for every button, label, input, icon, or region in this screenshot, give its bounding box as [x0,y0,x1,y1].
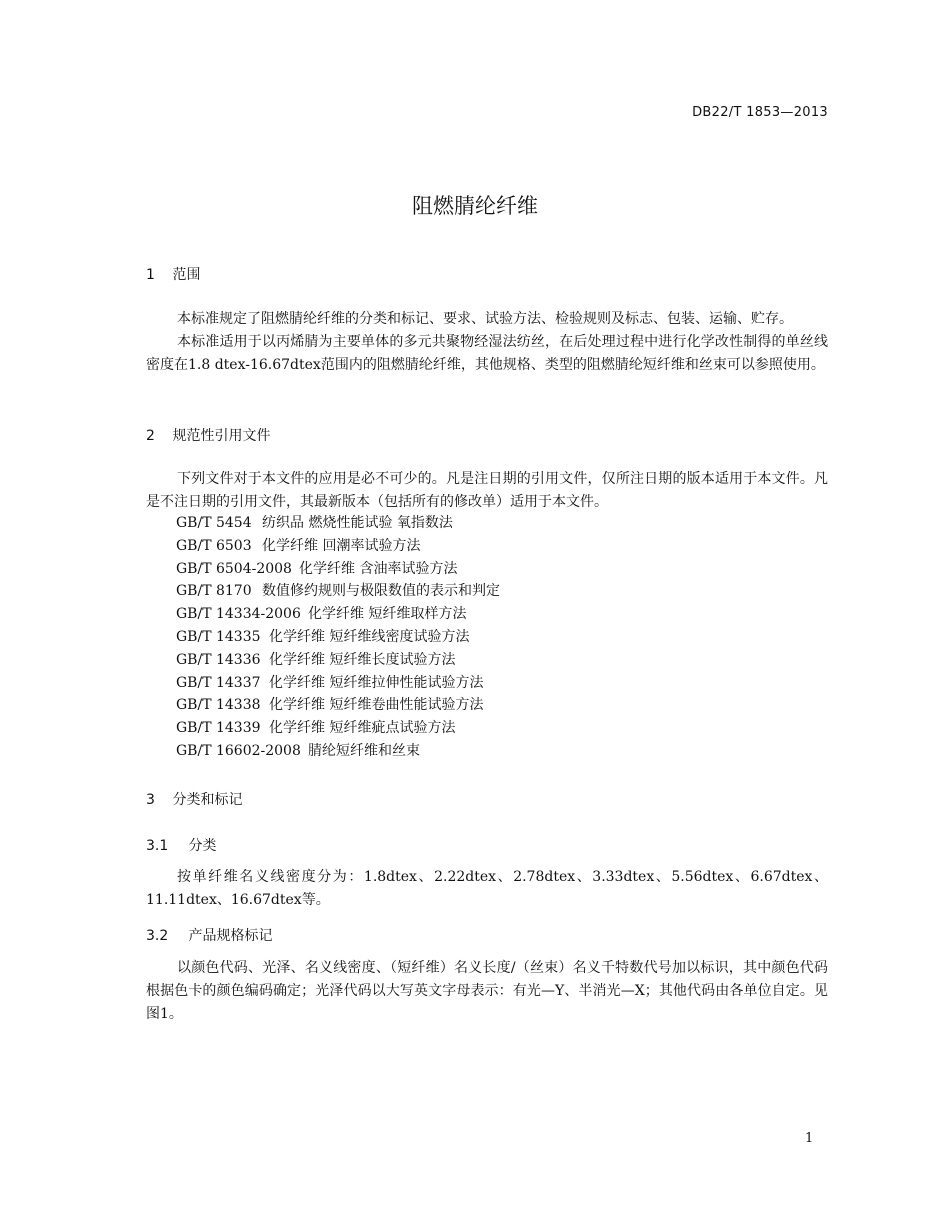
section-title: 规范性引用文件 [172,428,271,444]
subsection-heading-product-marking [146,925,272,945]
reference-code: GB/T 14337 [176,674,261,691]
subsection-title: 产品规格标记 [188,928,273,944]
reference-name: 化学纤维 短纤维拉伸性能试验方法 [269,674,484,691]
reference-item [176,626,500,649]
reference-code: GB/T 14339 [176,720,261,737]
reference-name: 化学纤维 短纤维疵点试验方法 [269,720,456,737]
section-number: 3 [146,792,155,808]
reference-name: 化学纤维 含油率试验方法 [299,560,458,577]
subsection-number: 3.2 [146,928,169,944]
reference-item [176,558,500,581]
reference-name: 化学纤维 短纤维取样方法 [308,606,467,623]
reference-code: GB/T 14335 [176,628,261,645]
reference-name: 纺织品 燃烧性能试验 氧指数法 [262,515,453,531]
reference-code: GB/T 14336 [176,651,261,668]
reference-item [176,580,500,603]
reference-name: 化学纤维 短纤维线密度试验方法 [269,628,470,645]
document-title: 阻燃腈纶纤维 [412,194,538,218]
section-heading-classification [146,789,242,809]
reference-name: 化学纤维 回潮率试验方法 [262,537,421,554]
section-title: 范围 [172,267,201,283]
reference-item [176,694,500,717]
section-title: 分类和标记 [172,792,243,808]
reference-name: 化学纤维 短纤维长度试验方法 [269,651,456,668]
reference-item [176,649,500,672]
reference-code: GB/T 14338 [176,697,261,714]
scope-paragraph-2: 本标准适用于以丙烯腈为主要单体的多元共聚物经湿法纺丝，在后处理过程中进行化学改性制得的单丝线密度在1.8 dtex-16.67dtex范围内的阻燃腈纶纤维，其他规格、类型的阻燃腈纶短纤维和丝束可以参照使用。 [146,334,828,373]
reference-item [176,535,500,558]
reference-item [176,717,500,740]
page-number: 1 [805,1131,814,1146]
reference-code: GB/T 14334-2006 [176,606,301,623]
section-heading-scope [146,264,200,284]
reference-code: GB/T 6504-2008 [176,560,292,577]
reference-list [176,512,500,763]
section-number: 1 [146,267,155,283]
section-number: 2 [146,428,155,444]
reference-code: GB/T 6503 [176,537,252,554]
normative-refs-intro: 下列文件对于本文件的应用是必不可少的。凡是注日期的引用文件，仅所注日期的版本适用于本文件。凡是不注日期的引用文件，其最新版本（包括所有的修改单）适用于本文件。 [146,471,828,510]
reference-name: 化学纤维 短纤维卷曲性能试验方法 [269,697,484,714]
subsection-title: 分类 [188,838,217,854]
subsection-number: 3.1 [146,838,169,854]
scope-paragraph-1: 本标准规定了阻燃腈纶纤维的分类和标记、要求、试验方法、检验规则及标志、包装、运输、贮存。 [177,311,793,327]
section-heading-normative-refs [146,425,270,445]
reference-item [176,603,500,626]
reference-item [176,740,500,763]
reference-item [176,512,500,535]
reference-name: 数值修约规则与极限数值的表示和判定 [262,583,500,600]
reference-code: GB/T 8170 [176,583,252,600]
classification-paragraph: 按单纤维名义线密度分为：1.8dtex、2.22dtex、2.78dtex、3.33dtex、5.56dtex、6.67dtex、11.11dtex、16.67dtex等。 [146,869,828,908]
reference-code: GB/T 16602-2008 [176,742,301,759]
subsection-heading-classification [146,835,216,855]
reference-item [176,672,500,695]
standard-code: DB22/T 1853—2013 [692,105,828,120]
product-marking-paragraph: 以颜色代码、光泽、名义线密度、（短纤维）名义长度/（丝束）名义千特数代号加以标识，其中颜色代码根据色卡的颜色编码确定；光泽代码以大写英文字母表示：有光—Y、半消光—X；其他代码由各单位自定。见图1。 [146,960,828,1022]
reference-name: 腈纶短纤维和丝束 [308,742,420,759]
reference-code: GB/T 5454 [176,515,252,531]
